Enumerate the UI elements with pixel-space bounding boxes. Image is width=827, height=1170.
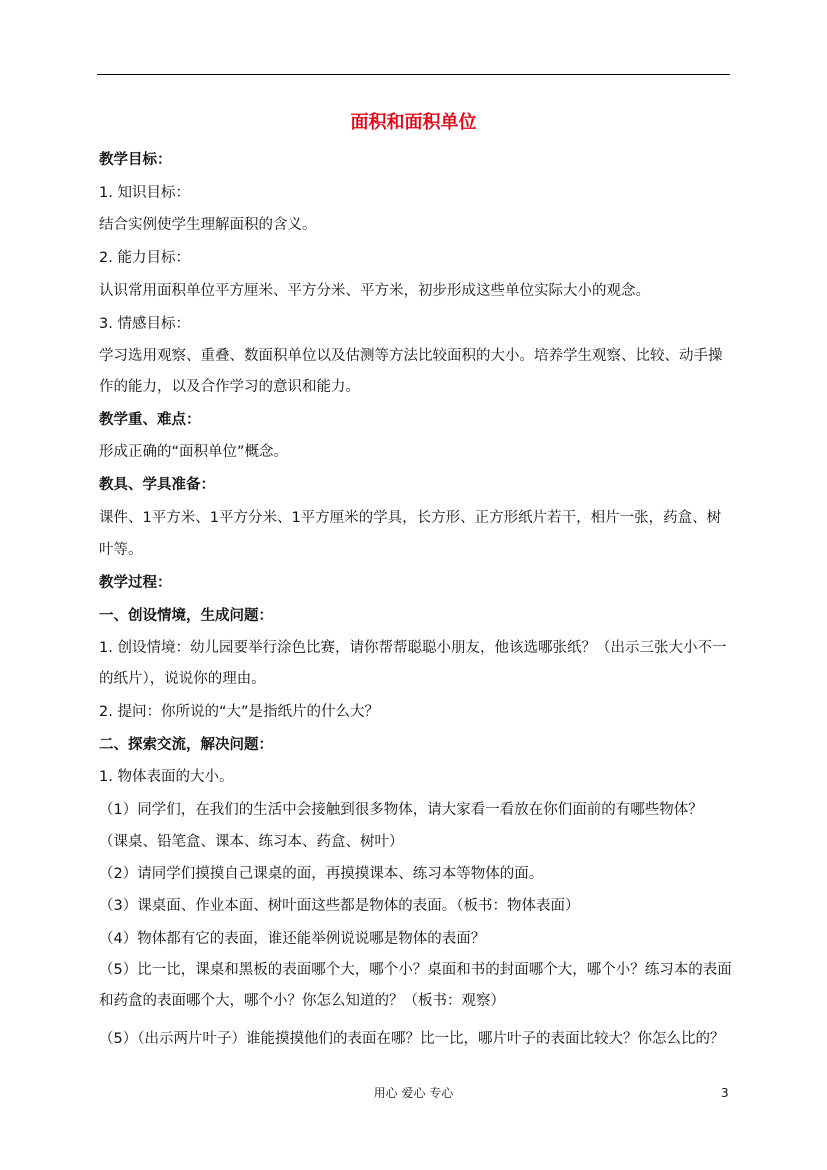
paragraph-line: 课件、1平方米、1平方分米、1平方厘米的学具，长方形、正方形纸片若干，相片一张，药盒、树 [99, 510, 722, 526]
page-footer: 用心 爱心 专心 [373, 1086, 454, 1100]
paragraph-line: （1）同学们，在我们的生活中会接触到很多物体，请大家看一看放在你们面前的有哪些物体？ [99, 802, 703, 818]
document-title: 面积和面积单位 [350, 112, 477, 133]
paragraph-line: 的纸片），说说你的理由。 [99, 671, 266, 687]
paragraph-line: （5）比一比，课桌和黑板的表面哪个大，哪个小？桌面和书的封面哪个大，哪个小？练习本的表面 [99, 962, 732, 978]
paragraph-line: 1. 创设情境：幼儿园要举行涂色比赛，请你帮帮聪聪小朋友，他该选哪张纸？（出示三张大小不一 [99, 640, 727, 656]
paragraph-line: 和药盒的表面哪个大，哪个小？你怎么知道的？（板书：观察） [99, 993, 505, 1009]
paragraph-line: （4）物体都有它的表面，谁还能举例说说哪是物体的表面？ [99, 931, 486, 947]
section-heading: 教学目标： [99, 152, 172, 168]
paragraph-line: 3. 情感目标： [99, 316, 190, 332]
paragraph-line: （5）（出示两片叶子）谁能摸摸他们的表面在哪？比一比，哪片叶子的表面比较大？你怎么比的？ [99, 1031, 725, 1047]
section-heading: 一、创设情境，生成问题： [99, 608, 273, 624]
paragraph-line: 结合实例使学生理解面积的含义。 [99, 217, 317, 233]
header-rule [97, 74, 730, 75]
section-heading: 二、探索交流，解决问题： [99, 737, 273, 753]
paragraph-line: 认识常用面积单位平方厘米、平方分米、平方米，初步形成这些单位实际大小的观念。 [99, 283, 650, 299]
paragraph-line: （2）请同学们摸摸自己课桌的面，再摸摸课本、练习本等物体的面。 [99, 866, 544, 882]
page-number: 3 [721, 1086, 729, 1100]
paragraph-line: （课桌、铅笔盒、课本、练习本、药盒、树叶） [99, 834, 404, 850]
paragraph-line: 2. 能力目标： [99, 250, 190, 266]
section-heading: 教学过程： [99, 575, 172, 591]
paragraph-line: 1. 物体表面的大小。 [99, 769, 234, 785]
paragraph-line: 2. 提问：你所说的“大”是指纸片的什么大？ [99, 704, 379, 720]
paragraph-line: 作的能力，以及合作学习的意识和能力。 [99, 379, 360, 395]
paragraph-line: 学习选用观察、重叠、数面积单位以及估测等方法比较面积的大小。培养学生观察、比较、动手操 [99, 348, 723, 364]
paragraph-line: 形成正确的“面积单位”概念。 [99, 444, 289, 460]
paragraph-line: 叶等。 [99, 542, 143, 558]
paragraph-line: 1. 知识目标： [99, 185, 190, 201]
paragraph-line: （3）课桌面、作业本面、树叶面这些都是物体的表面。（板书：物体表面） [99, 898, 580, 914]
section-heading: 教具、学具准备： [99, 477, 215, 493]
section-heading: 教学重、难点： [99, 412, 201, 428]
